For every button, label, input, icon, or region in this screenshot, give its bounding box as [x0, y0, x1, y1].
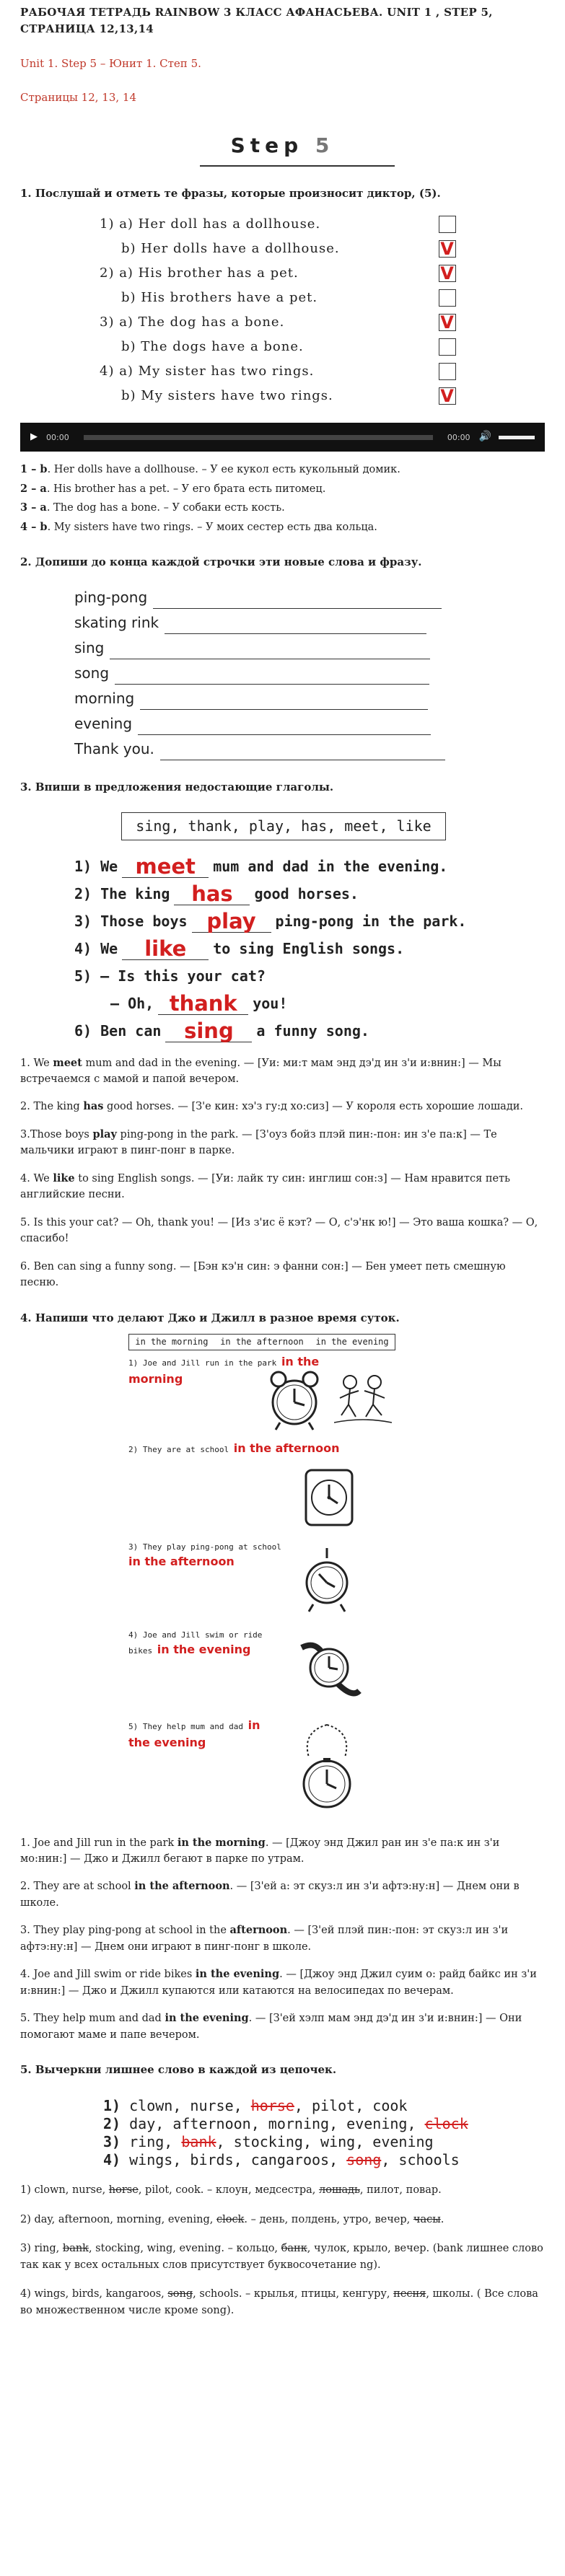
play-icon[interactable]: ▶: [30, 431, 38, 443]
explanation-item: 2. They are at school in the afternoon. — [З'ей а: эт скуз:л ин з'и афтэ:ну:н] — Днем они в школе.: [20, 1880, 520, 1909]
filled-blank: sing: [165, 1020, 252, 1042]
task2-word: skating rink: [74, 614, 159, 632]
task3-sentence: 5) — Is this your cat?: [74, 967, 266, 985]
pocket-watch-icon: [294, 1718, 359, 1819]
explanation-item: 2) day, afternoon, morning, evening, clock. – день, полдень, утро, вечер, часы.: [20, 2213, 444, 2225]
write-line: [110, 643, 430, 659]
task3-explanations: [20, 1055, 545, 1291]
explanation-item: 1. Joe and Jill run in the park in the morning. — [Джоу энд Джил ран ин з'е па:к ин з'и мо:нин:] — Джо и Джилл бегают в парке по утрам.: [20, 1836, 500, 1865]
checkbox: [439, 289, 456, 307]
step-number: 5: [315, 133, 335, 157]
explanation-item: 2. The king has good horses. — [З'е кин: хэ'з гу:д хо:сиз] — У короля есть хорошие лошади.: [20, 1100, 524, 1113]
write-line: [165, 618, 426, 634]
task1-heading: 1. Послушай и отметь те фразы, которые произносит диктор, (5).: [20, 186, 441, 200]
chain-row: 2) day, afternoon, morning, evening, clock: [103, 2115, 468, 2133]
task3-heading: 3. Впиши в предложения недостающие глаголы.: [20, 781, 334, 794]
task1-row-label: b) His brothers have a pet.: [121, 290, 318, 306]
checkbox: [439, 363, 456, 380]
task4-explanations: [20, 1835, 545, 2044]
wall-clock-icon: [302, 1466, 359, 1531]
task2-word: ping-pong: [74, 589, 148, 607]
chain-row: 1) clown, nurse, horse, pilot, cook: [103, 2097, 408, 2115]
unit-subtitle: Unit 1. Step 5 – Юнит 1. Степ 5.: [20, 57, 201, 70]
write-line: [138, 719, 431, 735]
task5-exercise: [103, 2097, 545, 2169]
filled-answer: in the afternoon: [233, 1441, 340, 1455]
wristwatch-icon: [287, 1633, 367, 1705]
task1-answers: [20, 462, 545, 535]
write-line: [115, 669, 429, 685]
alarm-clock-icon: [266, 1369, 323, 1430]
explanation-item: 4. Joe and Jill swim or ride bikes in the evening. — [Джоу энд Джил суим о: райд байкс ин з'и и:внин:] — Джо и Джилл купаются или катаются на велосипедах по вечерам.: [20, 1968, 537, 1997]
checkbox: [439, 216, 456, 233]
checkbox: V: [439, 265, 456, 282]
explanation-item: 3) ring, bank, stocking, wing, evening. – кольцо, банк, чулок, крыло, вечер. (bank лишнее слово так как у всех остальных слов присутствует буквосочетание ng).: [20, 2243, 543, 2271]
task2-word: morning: [74, 690, 135, 708]
task2-exercise: [74, 584, 545, 760]
step-underline: [200, 165, 395, 167]
task4-item: 3) They play ping-pong at school in the afternoon: [128, 1538, 395, 1626]
filled-blank: thank: [158, 993, 248, 1015]
task2-word: sing: [74, 639, 105, 657]
task1-exercise: [100, 212, 545, 408]
struck-word: horse: [250, 2097, 294, 2115]
task4-header: in the morning in the afternoon in the evening: [128, 1334, 395, 1350]
struck-word: clock: [424, 2115, 468, 2133]
page-title: РАБОЧАЯ ТЕТРАДЬ RAINBOW 3 КЛАСС АФАНАСЬЕВА. UNIT 1 , STEP 5, СТРАНИЦА 12,13,14: [20, 6, 493, 35]
task2-word: song: [74, 664, 110, 682]
checkbox: [439, 338, 456, 356]
task5-explanations: [20, 2182, 545, 2318]
write-line: [160, 744, 445, 760]
filled-answer: in the evening: [157, 1642, 251, 1656]
explanation-item: 5. They help mum and dad in the evening. — [З'ей хэлп мам энд дэ'д ин з'и и:внин:] — Они помогают маме и папе вечером.: [20, 2012, 522, 2041]
seek-bar[interactable]: [84, 435, 433, 440]
task1-row-label: b) The dogs have a bone.: [121, 339, 304, 355]
chain-row: 4) wings, birds, cangaroos, song, schools: [103, 2151, 460, 2169]
current-time: 00:00: [46, 432, 69, 442]
task4-item: 4) Joe and Jill swim or ride bikes in the evening: [128, 1626, 395, 1714]
struck-word: song: [346, 2151, 382, 2169]
filled-blank: meet: [122, 856, 209, 878]
answer-item: 2 – a. His brother has a pet. – У его брата есть питомец.: [20, 482, 326, 495]
volume-icon[interactable]: 🔊: [478, 431, 491, 443]
explanation-item: 5. Is this your cat? — Oh, thank you! — [Из з'ис ё кэт? — О, с'э'нк ю!] — Это ваша кошка? — О, спасибо!: [20, 1216, 538, 1245]
explanation-item: 1) clown, nurse, horse, pilot, cook. – клоун, медсестра, лошадь, пилот, повар.: [20, 2184, 442, 2197]
filled-blank: like: [122, 938, 209, 960]
step-heading: [20, 130, 545, 161]
task1-row-label: 4) a) My sister has two rings.: [100, 364, 315, 379]
struck-word: bank: [181, 2133, 216, 2151]
answer-item: 3 – a. The dog has a bone. – У собаки есть кость.: [20, 501, 285, 514]
explanation-item: 6. Ben can sing a funny song. — [Бэн кэ'н син: э фанни сон:] — Бен умеет петь смешную песню.: [20, 1260, 506, 1289]
task1-row-label: 3) a) The dog has a bone.: [100, 315, 285, 330]
task4-item: 2) They are at school in the afternoon: [128, 1437, 395, 1538]
task4-exercise: [128, 1334, 395, 1822]
task1-row-label: 2) a) His brother has a pet.: [100, 265, 299, 281]
explanation-item: 4) wings, birds, kangaroos, song, schools. – крылья, птицы, кенгуру, песня, школы. ( Все слова во множественном числе кроме song).: [20, 2288, 538, 2316]
checkbox: V: [439, 387, 456, 405]
pages-label: Страницы 12, 13, 14: [20, 91, 137, 105]
filled-answer: in the afternoon: [128, 1554, 235, 1568]
filled-answer: in the evening: [128, 1718, 260, 1750]
volume-slider[interactable]: [499, 436, 535, 439]
filled-blank: play: [192, 910, 271, 933]
explanation-item: 3.Those boys play ping-pong in the park. — [З'оуз бойз плэй пин:-пон: ин з'е па:к] — Те мальчики играют в пинг-понг в парке.: [20, 1127, 497, 1157]
answer-item: 4 – b. My sisters have two rings. – У моих сестер есть два кольца.: [20, 520, 377, 533]
task5-heading: 5. Вычеркни лишнее слово в каждой из цепочек.: [20, 2063, 337, 2077]
step-word: Step: [230, 133, 304, 157]
task1-row-label: b) Her dolls have a dollhouse.: [121, 241, 340, 257]
word-box: sing, thank, play, has, meet, like: [121, 812, 446, 840]
explanation-item: 4. We like to sing English songs. — [Уи: лайк ту син: инглиш сон:з] — Нам нравится петь английские песни.: [20, 1171, 510, 1201]
task4-item: 1) Joe and Jill run in the park in the morning: [128, 1350, 395, 1437]
running-kids-icon: [334, 1372, 392, 1426]
task3-exercise: 1) We meet mum and dad in the evening. 2) The king has good horses. 3) Those boys play ping-pong in the park. 4) We like to sing English songs. 5) — Is this your cat? — Oh, thank you! 6) Ben can sing a funny song.: [74, 853, 467, 1043]
filled-blank: has: [174, 883, 250, 905]
audio-player: [20, 423, 545, 452]
task1-row-label: 1) a) Her doll has a dollhouse.: [100, 216, 321, 232]
task1-row-label: b) My sisters have two rings.: [121, 388, 333, 404]
answer-item: 1 – b. Her dolls have a dollhouse. – У ее кукол есть кукольный домик.: [20, 463, 400, 476]
task4-heading: 4. Напиши что делают Джо и Джилл в разное время суток.: [20, 1311, 400, 1324]
duration: 00:00: [447, 432, 470, 442]
checkbox: V: [439, 314, 456, 331]
explanation-item: 3. They play ping-pong at school in the afternoon. — [З'ей плэй пин:-пон: эт скуз:л ин з'и афтэ:ну:н] — Днем они играют в пинг-понг в школе.: [20, 1924, 509, 1953]
desk-clock-icon: [302, 1545, 352, 1614]
explanation-item: 1. We meet mum and dad in the evening. — [Уи: ми:т мам энд дэ'д ин з'и и:внин:] — Мы встречаемся с мамой и папой вечером.: [20, 1056, 502, 1085]
task2-word: evening: [74, 715, 133, 733]
chain-row: 3) ring, bank, stocking, wing, evening: [103, 2133, 434, 2151]
task2-heading: 2. Допиши до конца каждой строчки эти новые слова и фразу.: [20, 555, 422, 569]
task4-item: 5) They help mum and dad in the evening: [128, 1714, 395, 1822]
checkbox: V: [439, 240, 456, 258]
task2-word: Thank you.: [74, 740, 154, 758]
write-line: [153, 593, 442, 609]
filled-answer: in the morning: [128, 1354, 320, 1386]
write-line: [140, 694, 428, 710]
